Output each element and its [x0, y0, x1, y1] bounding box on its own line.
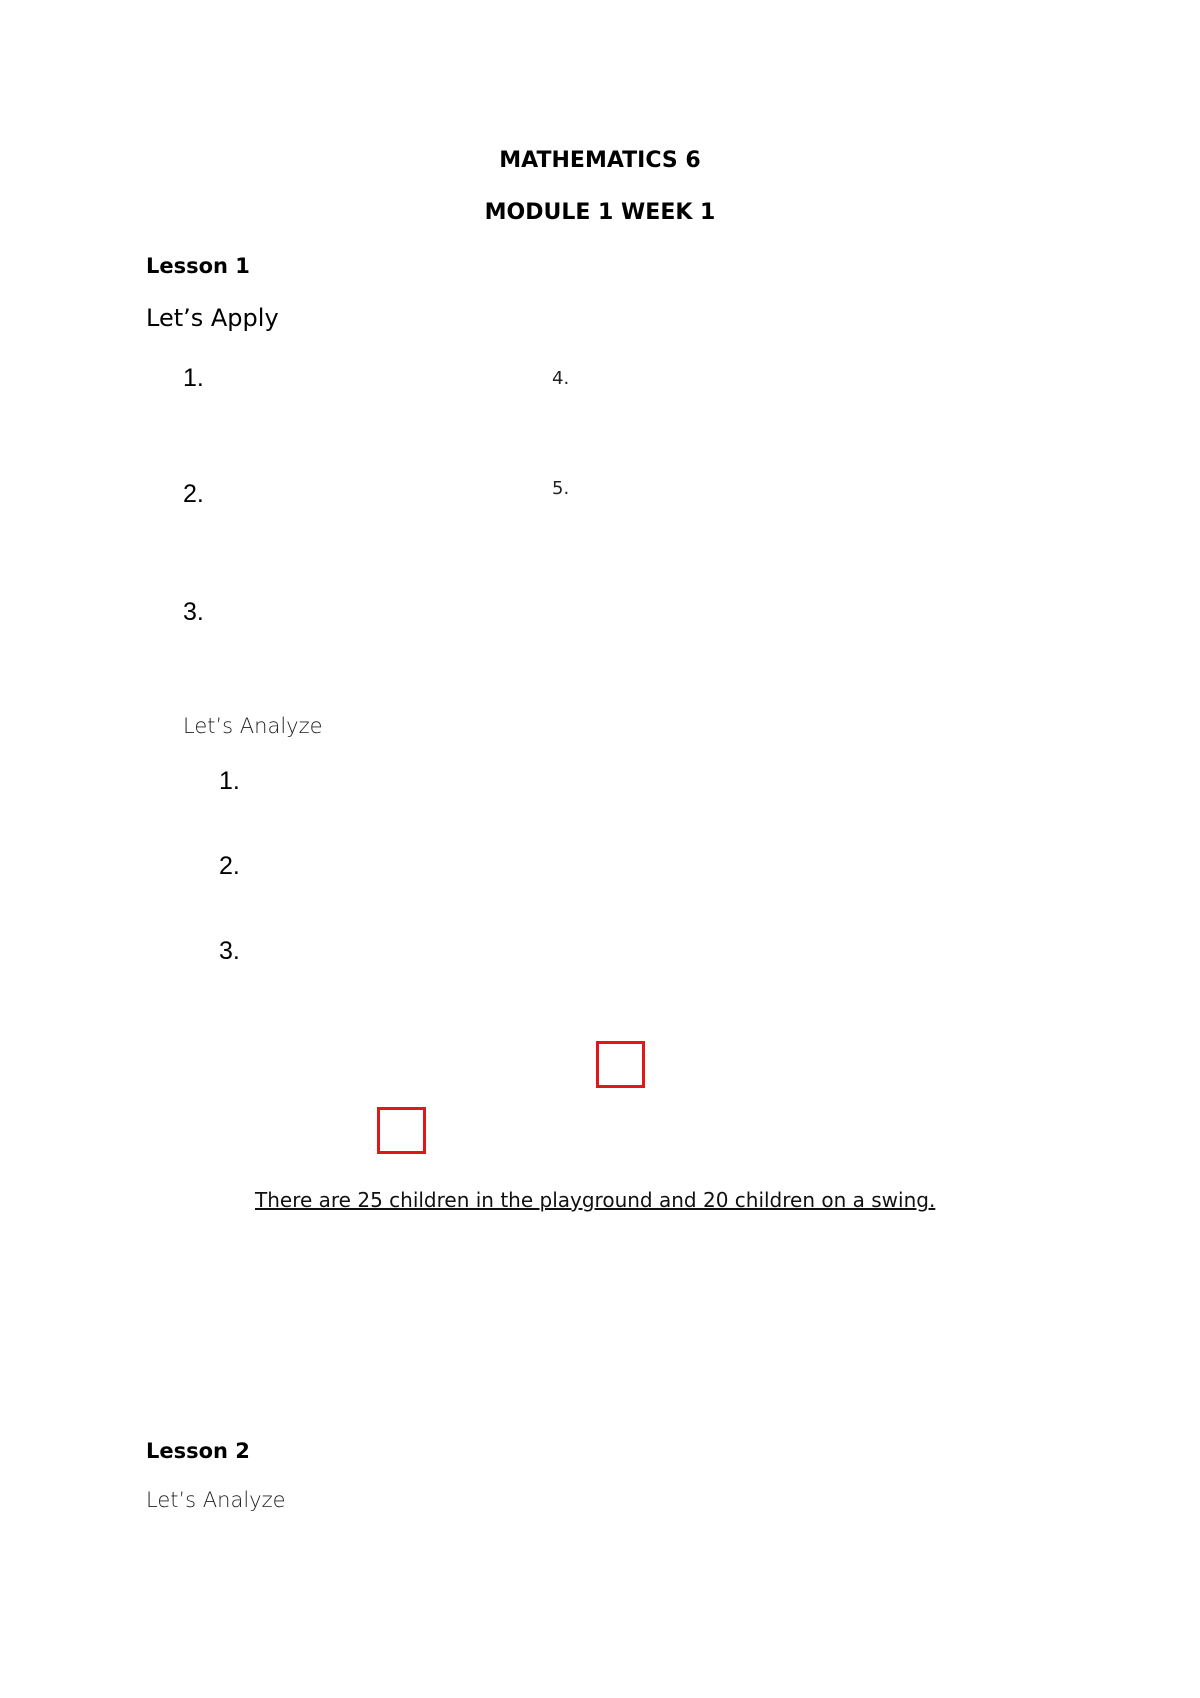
- analyze-item-3: 3.: [219, 937, 240, 965]
- lesson-2-analyze-heading: Let’s Analyze: [146, 1488, 286, 1512]
- document-title: MATHEMATICS 6: [499, 148, 701, 173]
- lesson-1-heading: Lesson 1: [146, 254, 250, 278]
- apply-item-1: 1.: [183, 364, 204, 392]
- apply-item-4: 4.: [552, 368, 570, 389]
- module-subtitle: MODULE 1 WEEK 1: [484, 200, 716, 225]
- answer-box-lower: [377, 1107, 426, 1154]
- answer-box-upper: [596, 1041, 645, 1088]
- apply-item-2: 2.: [183, 480, 204, 508]
- lesson-2-heading: Lesson 2: [146, 1439, 250, 1463]
- lets-analyze-heading: Let’s Analyze: [183, 714, 323, 738]
- apply-item-3: 3.: [183, 598, 204, 626]
- word-problem-statement: There are 25 children in the playground and 20 children on a swing.: [255, 1188, 936, 1212]
- analyze-item-1: 1.: [219, 767, 240, 795]
- apply-item-5: 5.: [552, 478, 570, 499]
- analyze-item-2: 2.: [219, 852, 240, 880]
- lets-apply-heading: Let’s Apply: [146, 304, 279, 332]
